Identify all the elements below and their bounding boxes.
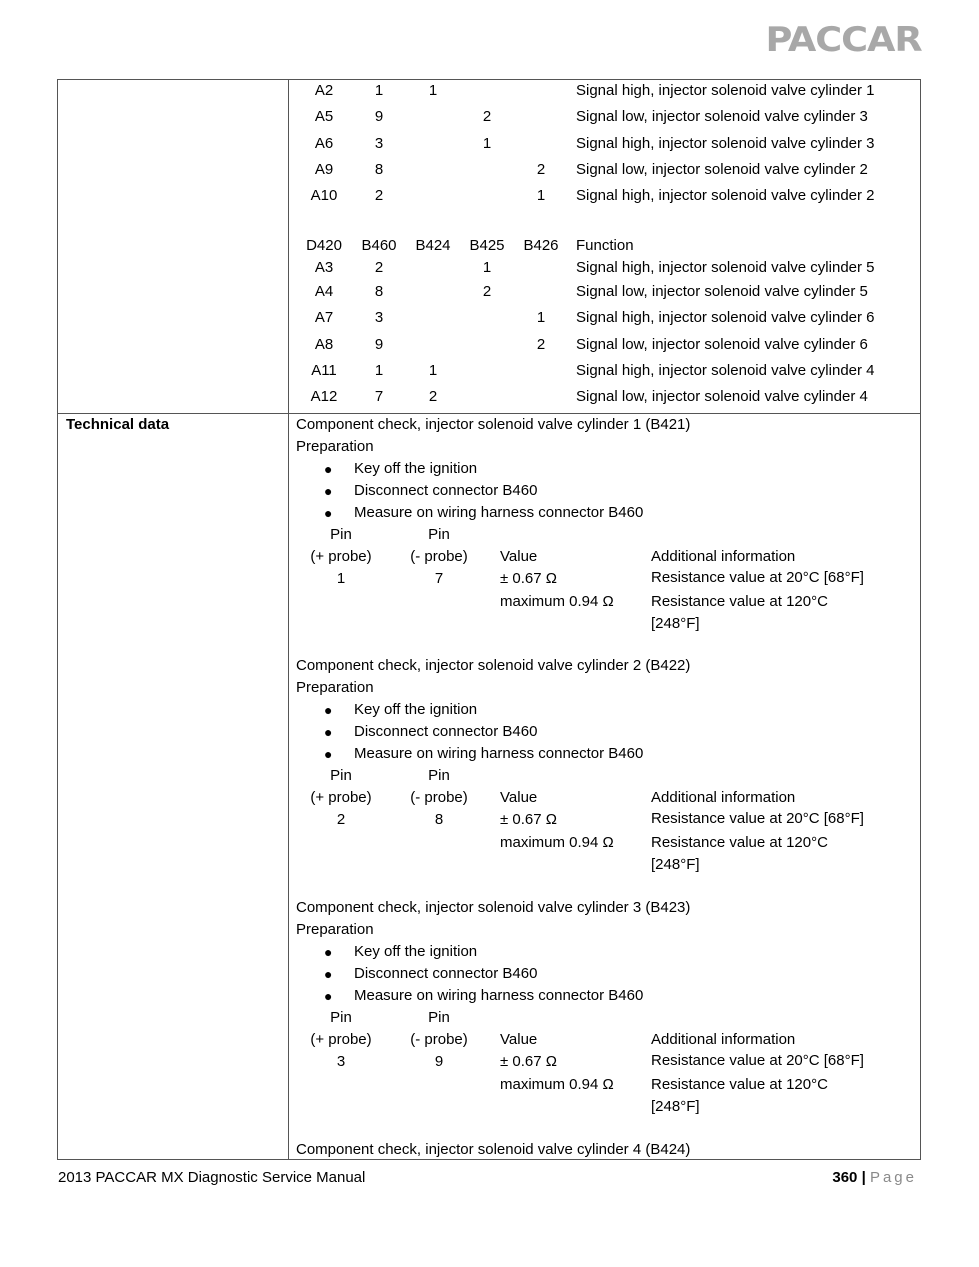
bullet-icon: ● — [324, 483, 333, 499]
pin-minus-value: 9 — [434, 1053, 444, 1070]
check-title: Component check, injector solenoid valve cylinder 2 (B422) — [296, 657, 691, 674]
pin-cell-d420: A8 — [314, 336, 334, 353]
bullet-icon: ● — [324, 966, 333, 982]
resistance-info-2-cont: [248°F] — [651, 856, 700, 873]
bullet-icon: ● — [324, 702, 333, 718]
col-pin-plus-line1: Pin — [330, 526, 352, 543]
pin-cell-b460: 7 — [374, 388, 384, 405]
paccar-logo: PACCAR — [765, 20, 922, 60]
preparation-step: Disconnect connector B460 — [354, 965, 538, 982]
pin-function: Signal high, injector solenoid valve cylinder 2 — [576, 187, 875, 204]
row-divider — [57, 413, 921, 414]
pin-minus-value: 8 — [434, 811, 444, 828]
pin-function: Signal low, injector solenoid valve cylinder 2 — [576, 161, 868, 178]
pin-cell-b460: 1 — [374, 82, 384, 99]
preparation-step: Measure on wiring harness connector B460 — [354, 987, 644, 1004]
pin-header-d420: D420 — [306, 237, 342, 254]
resistance-value-2: maximum 0.94 Ω — [500, 593, 614, 610]
resistance-value-1: ± 0.67 Ω — [500, 570, 557, 587]
pin-cell-d420: A7 — [314, 309, 334, 326]
pin-cell-b460: 9 — [374, 108, 384, 125]
pin-cell-b424: 1 — [428, 362, 438, 379]
pin-plus-value: 2 — [336, 811, 346, 828]
pin-cell-d420: A4 — [314, 283, 334, 300]
pin-function: Signal low, injector solenoid valve cylinder 5 — [576, 283, 868, 300]
col-pin-minus-line1: Pin — [428, 526, 450, 543]
col-pin-minus-line1: Pin — [428, 1009, 450, 1026]
pin-header-function: Function — [576, 237, 634, 254]
pin-cell-b426: 2 — [536, 336, 546, 353]
pin-cell-b426: 1 — [536, 309, 546, 326]
pin-function: Signal high, injector solenoid valve cylinder 6 — [576, 309, 875, 326]
bullet-icon: ● — [324, 461, 333, 477]
resistance-value-1: ± 0.67 Ω — [500, 1053, 557, 1070]
resistance-info-2: Resistance value at 120°C — [651, 593, 828, 610]
footer-page — [832, 1169, 917, 1187]
pin-cell-b426: 2 — [536, 161, 546, 178]
col-value: Value — [500, 1031, 538, 1048]
col-pin-minus-line2: (- probe) — [410, 548, 468, 565]
col-value: Value — [500, 789, 538, 806]
pin-function: Signal low, injector solenoid valve cylinder 6 — [576, 336, 868, 353]
pin-cell-d420: A5 — [314, 108, 334, 125]
col-pin-minus-line1: Pin — [428, 767, 450, 784]
pin-cell-d420: A11 — [311, 362, 337, 379]
col-additional-info: Additional information — [651, 789, 796, 806]
col-pin-minus-line2: (- probe) — [410, 1031, 468, 1048]
pin-cell-b460: 8 — [374, 161, 384, 178]
bullet-icon: ● — [324, 944, 333, 960]
col-pin-plus-line2: (+ probe) — [310, 789, 372, 806]
pin-cell-b460: 3 — [374, 135, 384, 152]
pin-cell-b460: 3 — [374, 309, 384, 326]
bullet-icon: ● — [324, 988, 333, 1004]
pin-function: Signal low, injector solenoid valve cylinder 3 — [576, 108, 868, 125]
resistance-value-2: maximum 0.94 Ω — [500, 1076, 614, 1093]
bullet-icon: ● — [324, 746, 333, 762]
preparation-step: Key off the ignition — [354, 943, 478, 960]
pin-cell-b425: 1 — [482, 259, 492, 276]
col-pin-plus-line2: (+ probe) — [310, 548, 372, 565]
next-check-title: Component check, injector solenoid valve cylinder 4 (B424) — [296, 1141, 691, 1158]
pin-cell-d420: A9 — [314, 161, 334, 178]
col-pin-minus-line2: (- probe) — [410, 789, 468, 806]
pin-function: Signal high, injector solenoid valve cylinder 5 — [576, 259, 875, 276]
preparation-label: Preparation — [296, 438, 374, 455]
pin-cell-d420: A6 — [314, 135, 334, 152]
pin-cell-d420: A10 — [310, 187, 338, 204]
resistance-value-1: ± 0.67 Ω — [500, 811, 557, 828]
col-additional-info: Additional information — [651, 1031, 796, 1048]
resistance-info-2-cont: [248°F] — [651, 1098, 700, 1115]
preparation-label: Preparation — [296, 679, 374, 696]
resistance-info-1: Resistance value at 20°C [68°F] — [651, 1052, 864, 1069]
pin-cell-d420: A12 — [310, 388, 338, 405]
page-separator: | — [861, 1169, 866, 1186]
resistance-info-1: Resistance value at 20°C [68°F] — [651, 810, 864, 827]
col-pin-plus-line1: Pin — [330, 767, 352, 784]
pin-cell-b424: 1 — [428, 82, 438, 99]
pin-header-b425: B425 — [469, 237, 505, 254]
preparation-step: Key off the ignition — [354, 701, 478, 718]
column-divider — [288, 79, 289, 1160]
pin-function: Signal high, injector solenoid valve cylinder 4 — [576, 362, 875, 379]
pin-plus-value: 3 — [336, 1053, 346, 1070]
pin-header-b424: B424 — [415, 237, 451, 254]
pin-function: Signal low, injector solenoid valve cylinder 4 — [576, 388, 868, 405]
resistance-info-2: Resistance value at 120°C — [651, 834, 828, 851]
pin-cell-b460: 8 — [374, 283, 384, 300]
technical-data-label: Technical data — [66, 416, 170, 433]
pin-cell-b425: 2 — [482, 108, 492, 125]
pin-cell-b426: 1 — [536, 187, 546, 204]
resistance-info-2-cont: [248°F] — [651, 615, 700, 632]
preparation-step: Disconnect connector B460 — [354, 482, 538, 499]
resistance-info-1: Resistance value at 20°C [68°F] — [651, 569, 864, 586]
pin-cell-b460: 2 — [374, 187, 384, 204]
bullet-icon: ● — [324, 724, 333, 740]
pin-cell-b460: 9 — [374, 336, 384, 353]
pin-cell-b460: 1 — [374, 362, 384, 379]
pin-cell-b424: 2 — [428, 388, 438, 405]
resistance-value-2: maximum 0.94 Ω — [500, 834, 614, 851]
preparation-step: Measure on wiring harness connector B460 — [354, 504, 644, 521]
pin-header-b426: B426 — [523, 237, 559, 254]
preparation-step: Disconnect connector B460 — [354, 723, 538, 740]
pin-plus-value: 1 — [336, 570, 346, 587]
footer-manual-title: 2013 PACCAR MX Diagnostic Service Manual — [58, 1169, 366, 1186]
page-word: Page — [869, 1169, 917, 1186]
pin-function: Signal high, injector solenoid valve cylinder 1 — [576, 82, 875, 99]
page-number: 360 — [832, 1169, 858, 1186]
check-title: Component check, injector solenoid valve cylinder 3 (B423) — [296, 899, 691, 916]
preparation-step: Measure on wiring harness connector B460 — [354, 745, 644, 762]
check-title: Component check, injector solenoid valve cylinder 1 (B421) — [296, 416, 691, 433]
pin-cell-b425: 1 — [482, 135, 492, 152]
bullet-icon: ● — [324, 505, 333, 521]
col-value: Value — [500, 548, 538, 565]
preparation-label: Preparation — [296, 921, 374, 938]
pin-cell-d420: A3 — [314, 259, 334, 276]
pin-minus-value: 7 — [434, 570, 444, 587]
pin-function: Signal high, injector solenoid valve cylinder 3 — [576, 135, 875, 152]
preparation-step: Key off the ignition — [354, 460, 478, 477]
resistance-info-2: Resistance value at 120°C — [651, 1076, 828, 1093]
pin-header-b460: B460 — [361, 237, 397, 254]
col-pin-plus-line2: (+ probe) — [310, 1031, 372, 1048]
pin-cell-d420: A2 — [314, 82, 334, 99]
col-pin-plus-line1: Pin — [330, 1009, 352, 1026]
pin-cell-b460: 2 — [374, 259, 384, 276]
pin-cell-b425: 2 — [482, 283, 492, 300]
col-additional-info: Additional information — [651, 548, 796, 565]
